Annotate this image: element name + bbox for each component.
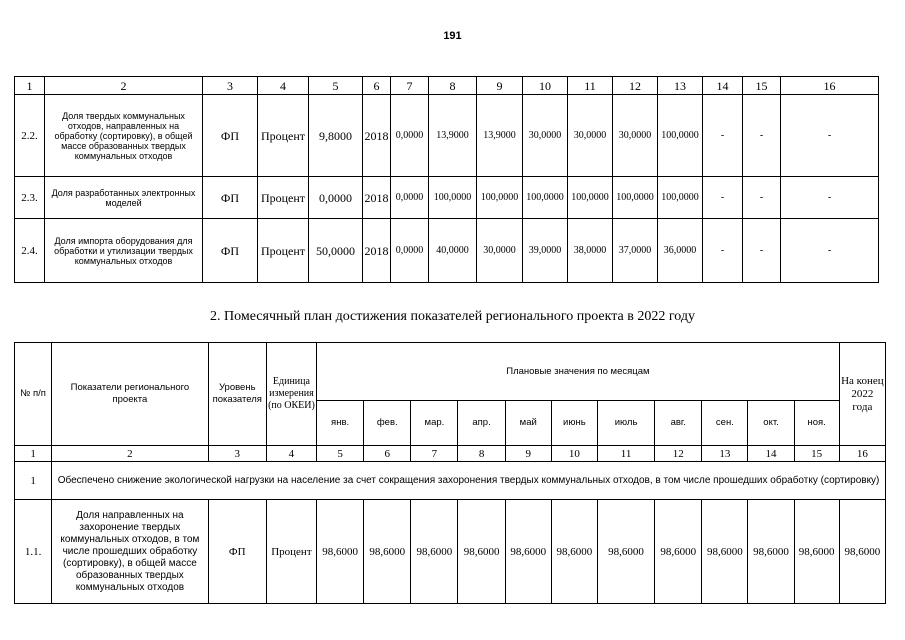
column-number: 2 xyxy=(52,446,209,462)
value-cell: 36,0000 xyxy=(658,219,703,283)
value-cell: 98,6000 xyxy=(748,500,794,604)
month-header: янв. xyxy=(317,401,364,446)
column-number: 11 xyxy=(597,446,654,462)
column-number: 2 xyxy=(45,77,203,95)
value-cell: 98,6000 xyxy=(839,500,885,604)
column-number-row xyxy=(15,77,879,95)
value-cell: - xyxy=(743,95,781,177)
table-row xyxy=(15,219,879,283)
column-number: 11 xyxy=(568,77,613,95)
value-cell: 0,0000 xyxy=(391,219,429,283)
value-cell: 100,0000 xyxy=(658,95,703,177)
value-cell: 38,0000 xyxy=(568,219,613,283)
goal-text: Обеспечено снижение экологической нагрузки на население за счет сокращения захоронения твердых коммунальных отходов, в том числе прошедших обработку (сортировку) xyxy=(52,462,886,500)
value-cell: - xyxy=(781,177,879,219)
indicator-level: ФП xyxy=(203,177,258,219)
column-number: 3 xyxy=(208,446,266,462)
column-number: 15 xyxy=(794,446,839,462)
value-cell: 0,0000 xyxy=(391,95,429,177)
indicator-level: ФП xyxy=(203,219,258,283)
table-row xyxy=(15,177,879,219)
month-header: фев. xyxy=(364,401,411,446)
indicator-unit: Процент xyxy=(258,177,309,219)
column-number: 15 xyxy=(743,77,781,95)
column-number: 6 xyxy=(363,77,391,95)
value-cell: 98,6000 xyxy=(794,500,839,604)
month-header: мар. xyxy=(411,401,458,446)
column-number: 7 xyxy=(411,446,458,462)
column-number: 9 xyxy=(505,446,551,462)
base-value: 9,8000 xyxy=(309,95,363,177)
month-header: апр. xyxy=(458,401,505,446)
table-row xyxy=(15,95,879,177)
header-level: Уровень показателя xyxy=(208,343,266,446)
column-number: 4 xyxy=(258,77,309,95)
column-number: 8 xyxy=(458,446,505,462)
value-cell: 30,0000 xyxy=(568,95,613,177)
base-value: 50,0000 xyxy=(309,219,363,283)
column-number: 14 xyxy=(703,77,743,95)
value-cell: 100,0000 xyxy=(523,177,568,219)
column-number: 4 xyxy=(266,446,316,462)
column-number: 10 xyxy=(523,77,568,95)
value-cell: 30,0000 xyxy=(477,219,523,283)
column-number: 12 xyxy=(613,77,658,95)
indicator-unit: Процент xyxy=(266,500,316,604)
value-cell: 98,6000 xyxy=(655,500,702,604)
value-cell: 30,0000 xyxy=(613,95,658,177)
indicator-unit: Процент xyxy=(258,219,309,283)
value-cell: 100,0000 xyxy=(613,177,658,219)
month-header: сен. xyxy=(702,401,748,446)
value-cell: 100,0000 xyxy=(568,177,613,219)
monthly-plan-table xyxy=(14,342,886,604)
value-cell: 0,0000 xyxy=(391,177,429,219)
column-number: 12 xyxy=(655,446,702,462)
indicator-name: Доля твердых коммунальных отходов, направленных на обработку (сортировку), в общей массе образованных твердых коммунальных отходов xyxy=(45,95,203,177)
column-number: 1 xyxy=(15,446,52,462)
column-number: 13 xyxy=(658,77,703,95)
value-cell: 98,6000 xyxy=(458,500,505,604)
column-number: 8 xyxy=(429,77,477,95)
value-cell: 40,0000 xyxy=(429,219,477,283)
month-header: ноя. xyxy=(794,401,839,446)
header-num: № п/п xyxy=(15,343,52,446)
value-cell: 98,6000 xyxy=(364,500,411,604)
row-number: 2.2. xyxy=(15,95,45,177)
column-number: 16 xyxy=(839,446,885,462)
column-number: 13 xyxy=(702,446,748,462)
goal-row xyxy=(15,462,886,500)
column-number: 7 xyxy=(391,77,429,95)
indicators-table xyxy=(14,76,879,283)
indicator-level: ФП xyxy=(208,500,266,604)
value-cell: 13,9000 xyxy=(429,95,477,177)
indicator-unit: Процент xyxy=(258,95,309,177)
month-header: май xyxy=(505,401,551,446)
header-row xyxy=(15,343,886,401)
column-number: 5 xyxy=(317,446,364,462)
value-cell: - xyxy=(703,219,743,283)
month-header: окт. xyxy=(748,401,794,446)
header-indicator: Показатели регионального проекта xyxy=(52,343,209,446)
base-value: 0,0000 xyxy=(309,177,363,219)
table-row xyxy=(15,500,886,604)
goal-number: 1 xyxy=(15,462,52,500)
value-cell: 100,0000 xyxy=(477,177,523,219)
value-cell: 98,6000 xyxy=(505,500,551,604)
indicator-name: Доля разработанных электронных моделей xyxy=(45,177,203,219)
column-number: 6 xyxy=(364,446,411,462)
value-cell: - xyxy=(781,219,879,283)
value-cell: 39,0000 xyxy=(523,219,568,283)
header-unit: Единица измерения (по ОКЕИ) xyxy=(266,343,316,446)
header-planned-values: Плановые значения по месяцам xyxy=(317,343,840,401)
value-cell: - xyxy=(743,219,781,283)
value-cell: 37,0000 xyxy=(613,219,658,283)
value-cell: - xyxy=(703,177,743,219)
column-number: 1 xyxy=(15,77,45,95)
value-cell: - xyxy=(743,177,781,219)
indicator-name: Доля направленных на захоронение твердых коммунальных отходов, в том числе прошедших обработку (сортировку), в общей массе образованных твердых коммунальных отходов xyxy=(52,500,209,604)
header-end-of-year: На конец 2022 года xyxy=(839,343,885,446)
column-number: 3 xyxy=(203,77,258,95)
row-number: 2.4. xyxy=(15,219,45,283)
value-cell: 98,6000 xyxy=(702,500,748,604)
value-cell: 100,0000 xyxy=(429,177,477,219)
page-number: 191 xyxy=(443,30,462,42)
column-number: 5 xyxy=(309,77,363,95)
value-cell: 98,6000 xyxy=(411,500,458,604)
month-header: июль xyxy=(597,401,654,446)
value-cell: - xyxy=(703,95,743,177)
row-number: 2.3. xyxy=(15,177,45,219)
month-header: авг. xyxy=(655,401,702,446)
column-number: 10 xyxy=(551,446,597,462)
base-year: 2018 xyxy=(363,177,391,219)
column-number: 14 xyxy=(748,446,794,462)
section-title: 2. Помесячный план достижения показателей регионального проекта в 2022 году xyxy=(210,309,695,324)
column-number: 9 xyxy=(477,77,523,95)
indicator-name: Доля импорта оборудования для обработки и утилизации твердых коммунальных отходов xyxy=(45,219,203,283)
column-number-row xyxy=(15,446,886,462)
value-cell: 100,0000 xyxy=(658,177,703,219)
value-cell: 98,6000 xyxy=(597,500,654,604)
value-cell: 13,9000 xyxy=(477,95,523,177)
column-number: 16 xyxy=(781,77,879,95)
base-year: 2018 xyxy=(363,219,391,283)
value-cell: - xyxy=(781,95,879,177)
value-cell: 98,6000 xyxy=(551,500,597,604)
month-header: июнь xyxy=(551,401,597,446)
base-year: 2018 xyxy=(363,95,391,177)
row-number: 1.1. xyxy=(15,500,52,604)
indicator-level: ФП xyxy=(203,95,258,177)
value-cell: 30,0000 xyxy=(523,95,568,177)
value-cell: 98,6000 xyxy=(317,500,364,604)
